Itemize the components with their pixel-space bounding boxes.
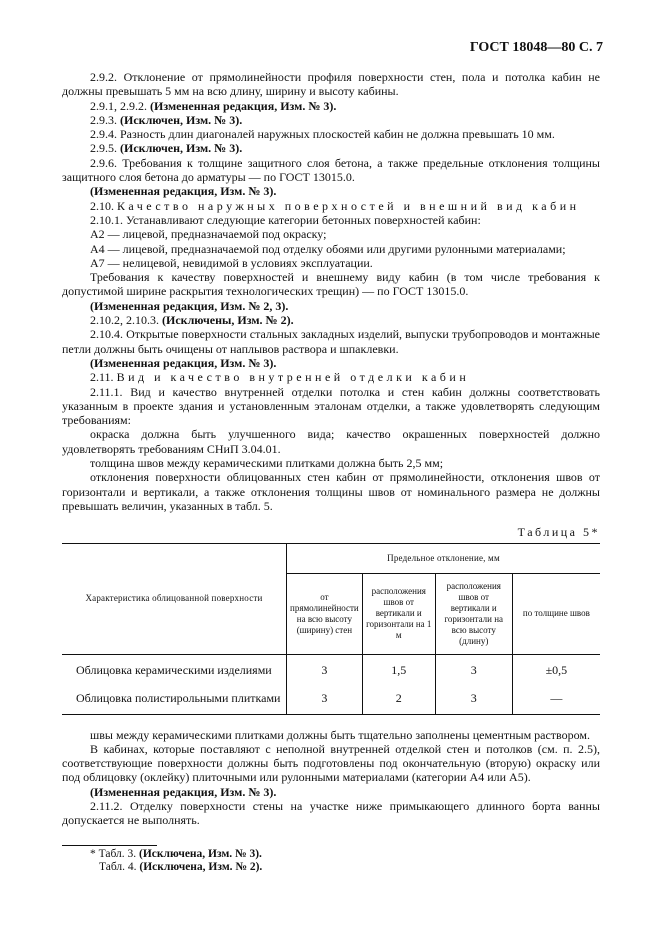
- paragraph-2-10-2: 2.10.2, 2.10.3. (Исключены, Изм. № 2).: [90, 313, 294, 328]
- excluded-note: (Исключен, Изм. № 3).: [120, 112, 243, 127]
- section-title: Качество наружных поверхностей и внешний вид кабин: [117, 198, 580, 213]
- excluded-note: (Исключен, Изм. № 3).: [120, 141, 243, 156]
- excluded-note: (Исключены, Изм. № 2).: [162, 313, 294, 328]
- table-cell: —: [512, 684, 600, 715]
- paragraph-2-11-2: 2.11.2. Отделку поверхности стены на участке ниже примыкающего длинного борта ванны допускается не выполнять.: [62, 798, 600, 828]
- paragraph-seams-fill: швы между керамическими плитками должны быть тщательно заполнены цементным раствором.: [90, 727, 591, 742]
- page-header: ГОСТ 18048—80 С. 7: [469, 40, 603, 55]
- footnote-divider: [62, 845, 157, 846]
- amend-note: (Измененная редакция, Изм. № 3).: [90, 784, 277, 799]
- after-table-text: [62, 728, 600, 828]
- paragraph-2-9-4: 2.9.4. Разность длин диагоналей наружных плоскостей кабин не должна превышать 10 мм.: [90, 127, 555, 142]
- footnotes: [62, 848, 600, 874]
- paragraph-2-11-1: 2.11.1. Вид и качество внутренней отделки потолка и стен кабин должны соответствовать указанным в проекте здания и установленным эталонам отделки, а также удовлетворять следующим требованиям:: [62, 384, 600, 428]
- row-label: Облицовка керамическими изделиями: [62, 654, 287, 684]
- table-cell: ±0,5: [545, 663, 568, 678]
- paragraph-requirements: Требования к качеству поверхностей и внешнему виду кабин (в том числе требования к допустимой ширине раскрытия технологических трещин) — по ГОСТ 13015.0.: [62, 270, 600, 299]
- paragraph-2-10-4: 2.10.4. Открытые поверхности стальных закладных изделий, выпуски трубопроводов и монтажные петли должны быть очищены от наплывов раствора и шпаклевки.: [62, 327, 600, 356]
- section-2-10-heading: 2.10. Качество наружных поверхностей и внешний вид кабин: [90, 198, 580, 213]
- column-header-characteristic: Характеристика облицованной поверхности: [62, 543, 287, 654]
- table-row: [62, 654, 600, 684]
- paragraph-2-9-3: 2.9.3. (Исключен, Изм. № 3).: [90, 112, 243, 127]
- category-a4: А4 — лицевой, предназначаемой под отделку обоями или другими рулонными материалами;: [90, 241, 566, 256]
- section-2-11-heading: 2.11. Вид и качество внутренней отделки кабин: [90, 370, 470, 385]
- paragraph-incomplete-finish: В кабинах, которые поставляют с неполной внутренней отделкой стен и потолков (см. п. 2.5), соответствующие поверхности должны быть подготовлены под окончательную (вторую) окраску или под облицовку (оклейку) плиточными или рулонными материалами (категории А4 или А5).: [62, 741, 600, 785]
- paragraph-2-9-5: 2.9.5. (Исключен, Изм. № 3).: [90, 141, 243, 156]
- column-header-seam-thickness: по толщине швов: [512, 573, 600, 654]
- footnote-table-3: * Табл. 3. (Исключена, Изм. № 3).: [90, 847, 262, 860]
- column-header-seams-full-height: расположения швов от вертикали и горизонтали на всю высоту (длину): [435, 573, 512, 654]
- paragraph-2-9-6: 2.9.6. Требования к толщине защитного слоя бетона, а также предельные отклонения толщины защитного слоя бетона до арматуры — по ГОСТ 13015.0.: [62, 155, 600, 185]
- table-cell: 2: [362, 684, 435, 715]
- paragraph-deviations: отклонения поверхности облицованных стен кабин от прямолинейности, отклонения швов от горизонтали и вертикали, а также отклонения толщины швов от номинального размера не должны превышать величин, указанных в табл. 5.: [62, 470, 600, 513]
- footnote-table-4: Табл. 4. (Исключена, Изм. № 2).: [99, 860, 263, 873]
- table-cell: 3: [287, 684, 363, 715]
- category-a2: А2 — лицевой, предназначаемой под окраску;: [90, 227, 327, 242]
- category-a7: А7 — нелицевой, невидимой в условиях эксплуатации.: [90, 255, 373, 270]
- paragraph-2-10-1: 2.10.1. Устанавливают следующие категории бетонных поверхностей кабин:: [90, 212, 481, 227]
- table-5: [62, 543, 600, 715]
- table-caption: Таблица 5*: [517, 525, 600, 540]
- table-cell: 3: [435, 684, 512, 715]
- table-cell: 3: [287, 654, 363, 684]
- paragraph-amend-2-9: 2.9.1, 2.9.2. (Измененная редакция, Изм. № 3).: [90, 98, 337, 113]
- amend-note: (Измененная редакция, Изм. № 3).: [90, 355, 277, 370]
- paragraph-2-9-2: 2.9.2. Отклонение от прямолинейности профиля поверхности стен, пола и потолка кабин не должны превышать 5 мм на всю длину, ширину и высоту кабины.: [62, 70, 600, 99]
- amend-note: (Измененная редакция, Изм. № 3).: [150, 98, 337, 113]
- table-cell: 1,5: [362, 654, 435, 684]
- amend-note: (Измененная редакция, Изм. № 3).: [90, 184, 277, 199]
- table-cell: 3: [435, 654, 512, 684]
- column-header-seams-per-meter: расположения швов от вертикали и горизонтали на 1 м: [362, 573, 435, 654]
- amend-note: (Измененная редакция, Изм. № 2, 3).: [90, 298, 289, 313]
- column-group-header: Предельное отклонение, мм: [287, 543, 601, 573]
- document-body: [62, 70, 600, 874]
- column-header-straightness: от прямолинейности на всю высоту (ширину) стен: [287, 573, 363, 654]
- row-label: Облицовка полистирольными плитками: [62, 684, 287, 715]
- table-row: [62, 684, 600, 715]
- section-title: Вид и качество внутренней отделки кабин: [116, 370, 470, 385]
- paragraph-paint: окраска должна быть улучшенного вида; качество окрашенных поверхностей должно удовлетворять требованиям СНиП 3.04.01.: [62, 427, 600, 456]
- paragraph-seams: толщина швов между керамическими плитками должна быть 2,5 мм;: [90, 456, 444, 471]
